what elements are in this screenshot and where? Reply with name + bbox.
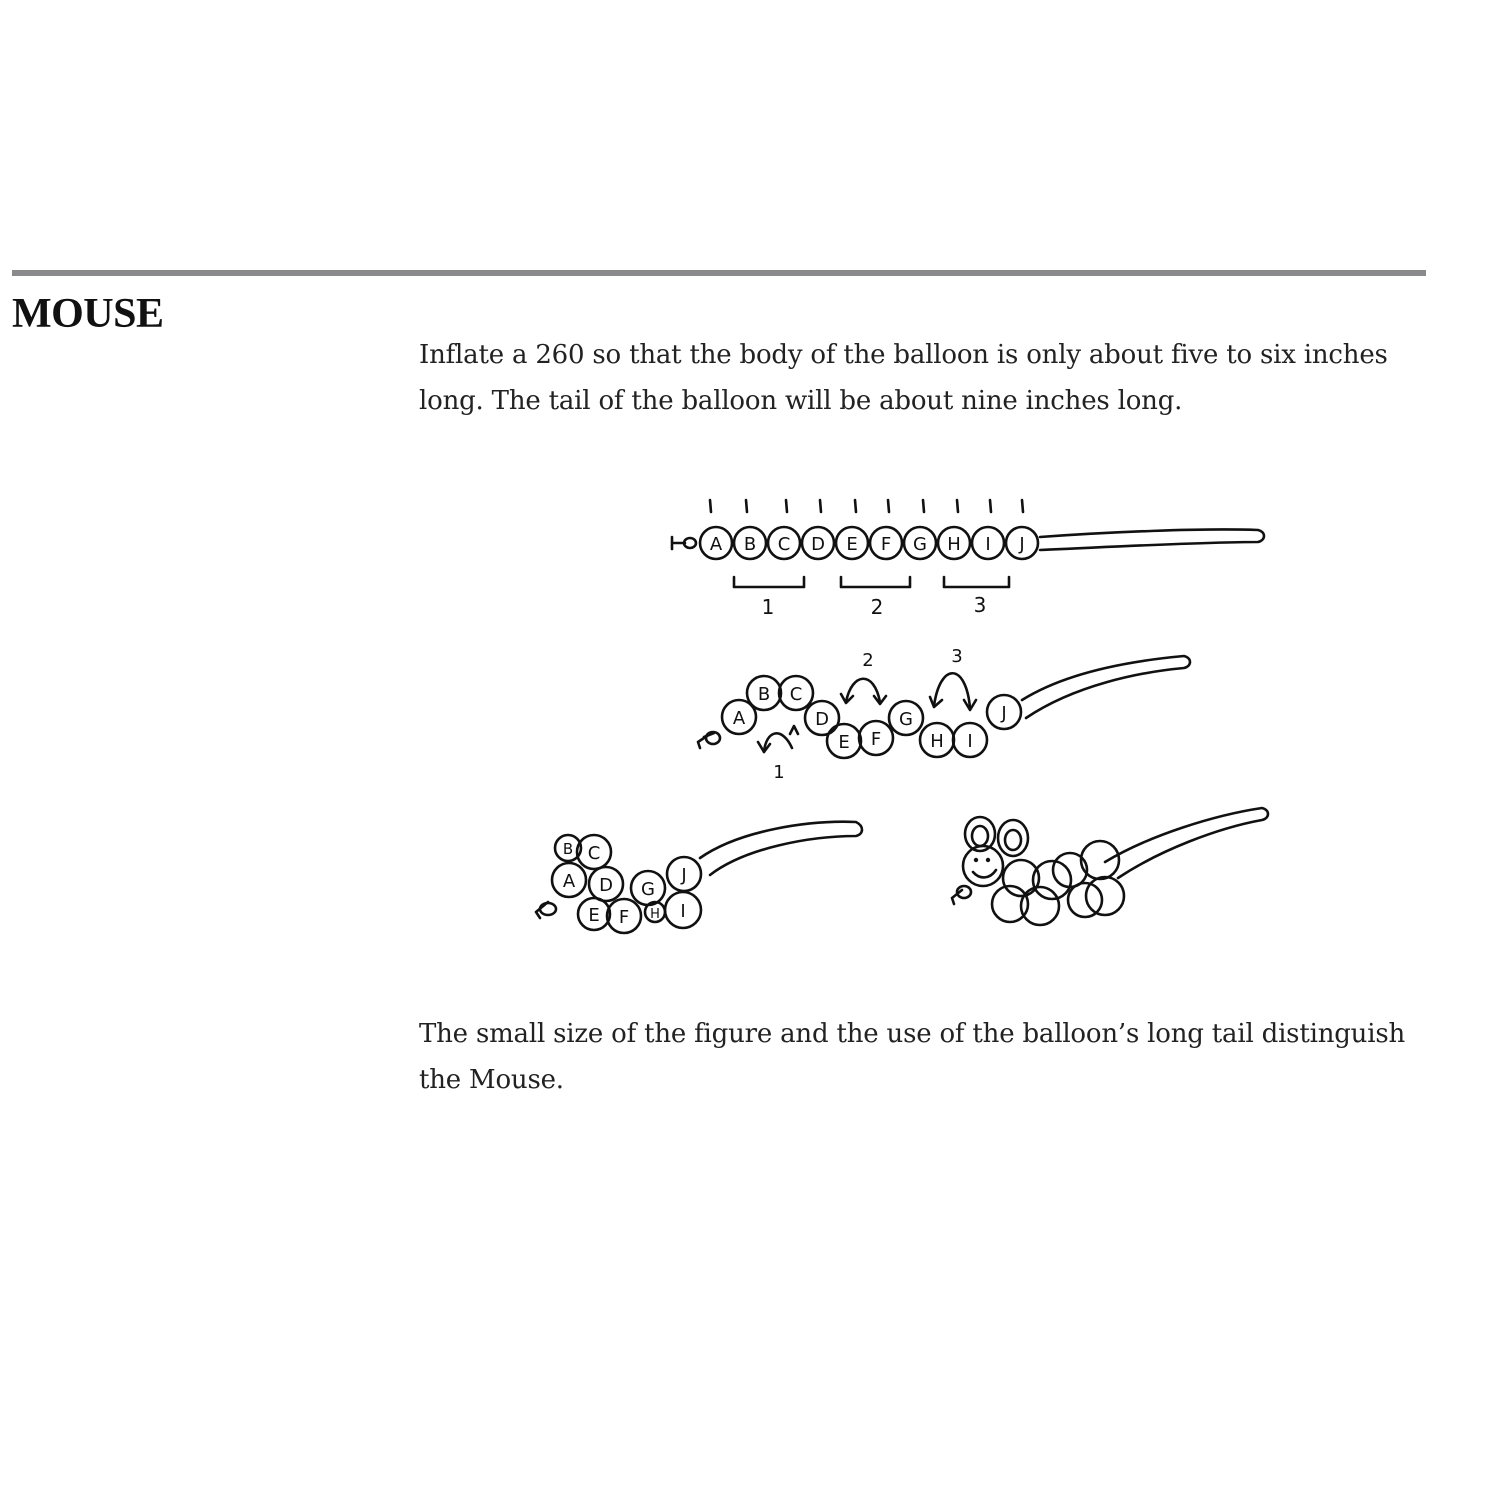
group-label-2: 2: [870, 595, 884, 619]
bubble: [607, 899, 641, 933]
bubble: [870, 527, 902, 559]
bubble: [889, 701, 923, 735]
bubble: [747, 676, 781, 710]
bubble: [667, 857, 701, 891]
mouse-eye: [974, 858, 978, 862]
group-label-1: 1: [761, 595, 775, 619]
balloon-tail: [1022, 656, 1190, 718]
bubble: [779, 676, 813, 710]
svg-text:D: D: [599, 875, 613, 896]
svg-text:J: J: [681, 865, 687, 886]
bubble: [953, 723, 987, 757]
bubble-letter: E: [846, 534, 858, 555]
bubble-row: [700, 527, 1038, 559]
bubble: [645, 902, 665, 922]
svg-text:C: C: [789, 684, 803, 705]
bubble: [972, 527, 1004, 559]
bubble: [589, 867, 623, 901]
svg-text:E: E: [838, 732, 850, 753]
svg-text:B: B: [757, 684, 771, 705]
twist-arrow-2: [841, 650, 886, 704]
svg-text:I: I: [967, 731, 973, 752]
bubble: [734, 527, 766, 559]
svg-text:J: J: [1001, 703, 1007, 724]
svg-text:C: C: [587, 843, 601, 864]
bubble: [631, 871, 665, 905]
bubble-letter: G: [913, 534, 927, 555]
intro-paragraph: Inflate a 260 so that the body of the balloon is only about five to six inches long. The tail of the balloon will be about nine inches long.: [419, 340, 1388, 416]
group-label-3: 3: [973, 593, 987, 617]
bubble-letter: C: [777, 534, 791, 555]
svg-text:G: G: [641, 879, 655, 900]
svg-text:I: I: [680, 901, 686, 922]
bubble: [665, 892, 701, 928]
mouse-eye: [986, 858, 990, 862]
finished-mouse-drawing: [952, 808, 1268, 925]
step1-straight-balloon: [672, 500, 1264, 619]
svg-text:E: E: [588, 905, 600, 926]
mouse-smile: [973, 870, 996, 877]
bubble: [1006, 527, 1038, 559]
twist-tick-marks: [710, 500, 1023, 512]
svg-text:H: H: [930, 731, 944, 752]
bubble-letter: A: [709, 534, 723, 555]
bubble-letter: J: [1019, 534, 1025, 555]
bubble: [700, 527, 732, 559]
bubble: [805, 701, 839, 735]
svg-text:1: 1: [773, 762, 785, 783]
svg-text:G: G: [899, 709, 913, 730]
bubble-letter: B: [743, 534, 757, 555]
svg-text:3: 3: [951, 646, 963, 667]
bubble: [802, 527, 834, 559]
bubble-letter: H: [947, 534, 961, 555]
bubble: [768, 527, 800, 559]
step2-twisting-balloon: [698, 646, 1190, 783]
balloon-tail: [700, 822, 862, 875]
twist-arrow-1: [758, 726, 798, 783]
bubble: [987, 695, 1021, 729]
bubble-letter: I: [985, 534, 991, 555]
bubble: [920, 723, 954, 757]
section-title: MOUSE: [12, 291, 164, 337]
svg-text:B: B: [562, 840, 574, 858]
outro-paragraph: The small size of the figure and the use of the balloon’s long tail distinguish the Mouse.: [419, 1019, 1406, 1095]
svg-text:A: A: [732, 708, 746, 729]
bubble: [859, 721, 893, 755]
balloon-tail: [1105, 808, 1268, 878]
svg-text:A: A: [562, 871, 576, 892]
bubble: [836, 527, 868, 559]
svg-text:F: F: [618, 907, 630, 928]
bubble-letter: D: [811, 534, 825, 555]
svg-text:H: H: [650, 907, 660, 922]
bubble-letter: F: [880, 534, 892, 555]
bubble: [577, 835, 611, 869]
twist-arrow-3: [930, 646, 976, 710]
bubble: [552, 863, 586, 897]
step3-folded-balloon: [536, 822, 862, 933]
bubble: [938, 527, 970, 559]
balloon-tail: [1040, 529, 1264, 550]
group-brackets: [734, 577, 1009, 587]
svg-text:F: F: [870, 729, 882, 750]
bubble: [827, 724, 861, 758]
svg-text:D: D: [815, 709, 829, 730]
bubble: [578, 898, 610, 930]
svg-text:2: 2: [862, 650, 874, 671]
bubble: [904, 527, 936, 559]
